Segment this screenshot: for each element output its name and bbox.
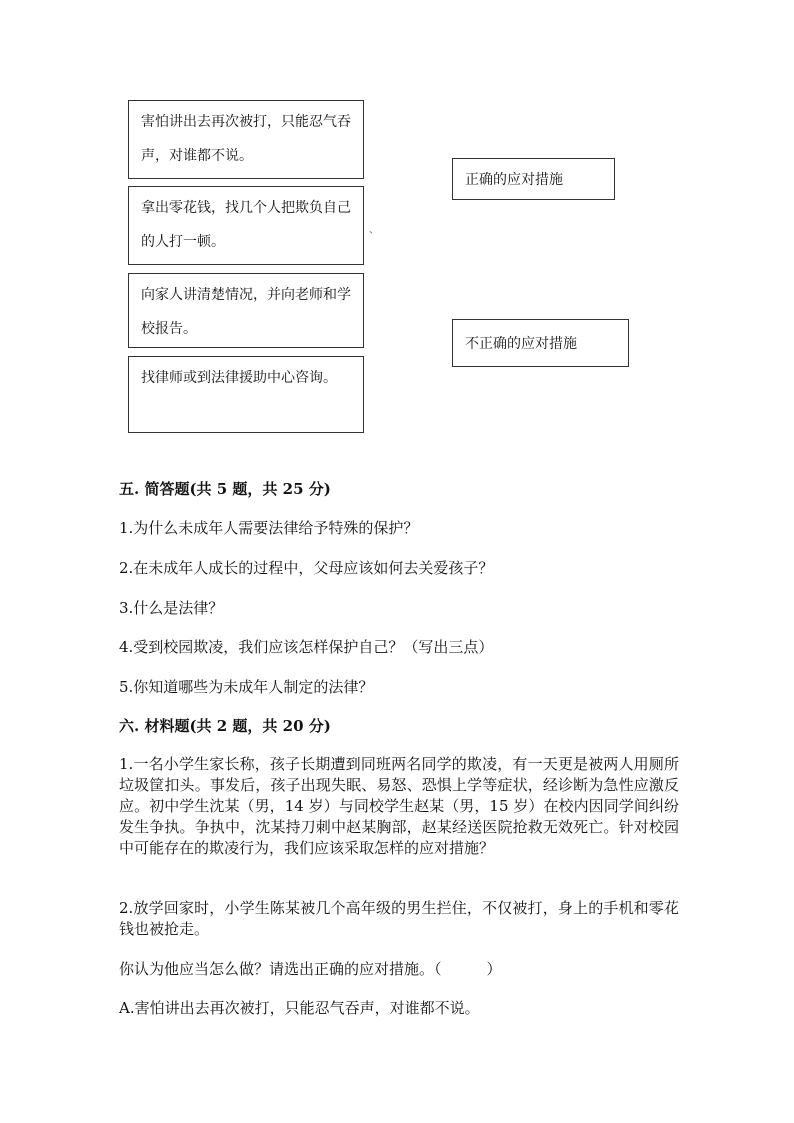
section6-question: 你认为他应当怎么做？请选出正确的应对措施。（ ）	[119, 960, 502, 978]
match-left-item-1: 害怕讲出去再次被打，只能忍气吞声，对谁都不说。	[128, 100, 364, 179]
section5-question-5: 5.你知道哪些为未成年人制定的法律？	[119, 678, 374, 696]
section5-title: 五. 简答题(共 5 题，共 25 分)	[119, 480, 331, 498]
match-left-item-4: 找律师或到法律援助中心咨询。	[128, 356, 364, 433]
section5-question-4: 4.受到校园欺凌，我们应该怎样保护自己？（写出三点）	[119, 638, 494, 656]
section6-option-a: A.害怕讲出去再次被打，只能忍气吞声，对谁都不说。	[119, 999, 480, 1017]
section6-material-1: 1.一名小学生家长称，孩子长期遭到同班两名同学的欺凌，有一天更是被两人用厕所垃圾筐扣头。事发后，孩子出现失眠、易怒、恐惧上学等症状，经诊断为急性应激反应。初中学生沈某（男，14 岁）与同校学生赵某（男，15 岁）在校内因同学间纠纷发生争执。争执中，沈某持刀刺中赵某胸部，赵某经送医院抢救无效死亡。针对校园中可能存在的欺凌行为，我们应该采取怎样的应对措施？	[119, 755, 679, 857]
section6-title: 六. 材料题(共 2 题，共 20 分)	[119, 717, 331, 735]
section5-question-3: 3.什么是法律？	[119, 599, 224, 617]
match-right-item-correct: 正确的应对措施	[452, 158, 615, 200]
match-left-item-3: 向家人讲清楚情况，并向老师和学校报告。	[128, 273, 364, 348]
section6-material-2: 2.放学回家时，小学生陈某被几个高年级的男生拦住，不仅被打，身上的手机和零花钱也被抢走。	[119, 899, 679, 938]
stray-mark: 、	[369, 225, 379, 236]
match-left-item-2: 拿出零花钱，找几个人把欺负自己的人打一顿。	[128, 186, 364, 265]
section5-question-1: 1.为什么未成年人需要法律给予特殊的保护？	[119, 519, 419, 537]
section5-question-2: 2.在未成年人成长的过程中，父母应该如何去关爱孩子？	[119, 559, 494, 577]
match-right-item-incorrect: 不正确的应对措施	[452, 319, 629, 367]
